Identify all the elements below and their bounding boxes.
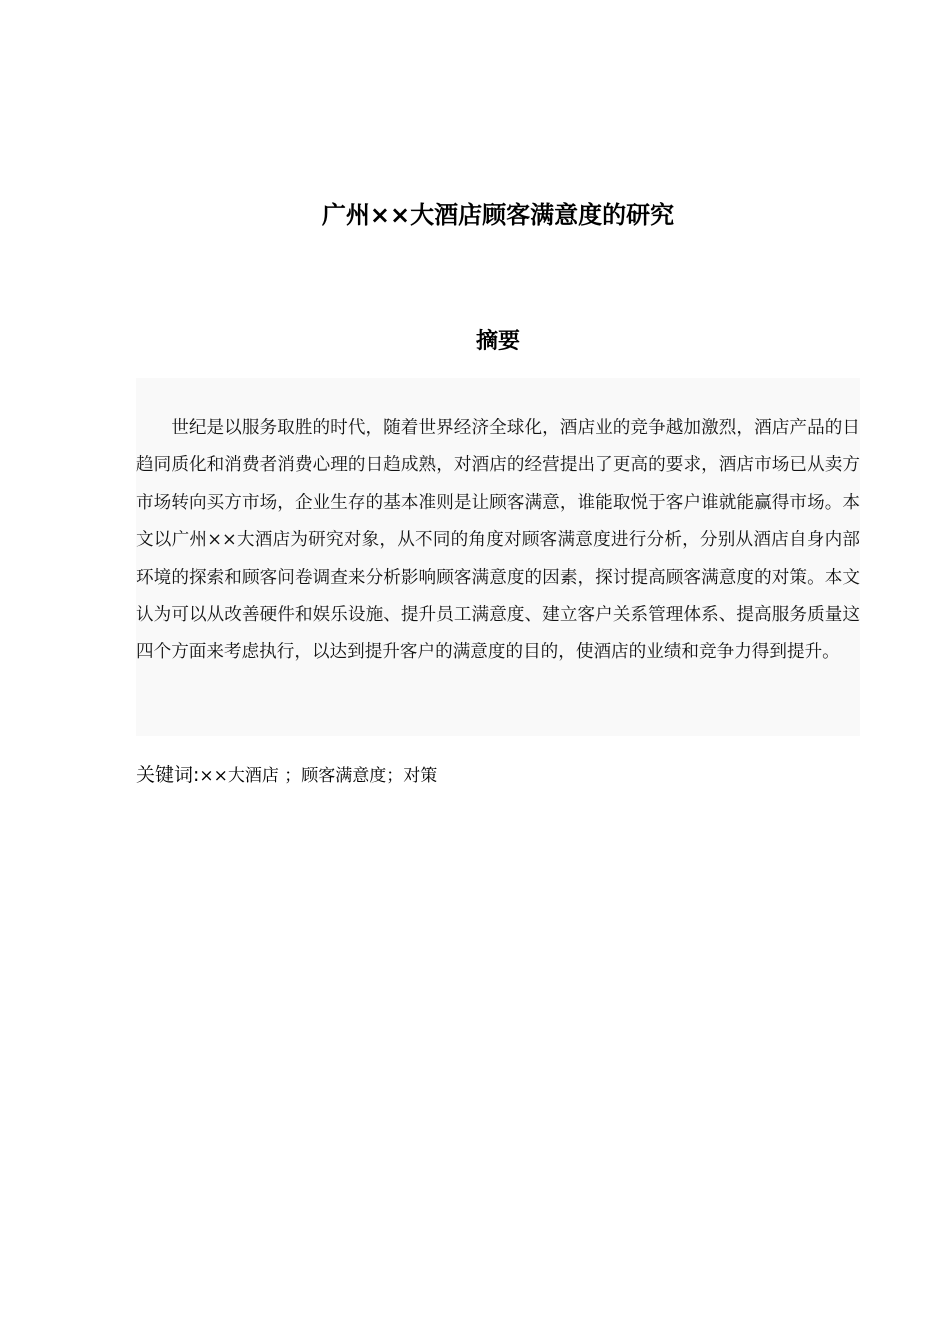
keywords-value: ××大酒店 ；顾客满意度；对策 [199,766,438,786]
abstract-section [136,378,860,736]
keywords-label: 关键词: [136,764,200,786]
abstract-heading: 摘要 [475,329,520,354]
abstract-body: 世纪是以服务取胜的时代，随着世界经济全球化，酒店业的竞争越加激烈，酒店产品的日趋同质化和消费者消费心理的日趋成熟，对酒店的经营提出了更高的要求，酒店市场已从卖方市场转向买方市场，企业生存的基本准则是让顾客满意，谁能取悦于客户谁就能赢得市场。本文以广州××大酒店为研究对象，从不同的角度对顾客满意度进行分析，分别从酒店自身内部环境的探索和顾客问卷调查来分析影响顾客满意度的因素，探讨提高顾客满意度的对策。本文认为可以从改善硬件和娱乐设施、提升员工满意度、建立客户关系管理体系、提高服务质量这四个方面来考虑执行，以达到提升客户的满意度的目的，使酒店的业绩和竞争力得到提升。 [136,418,860,663]
document-title: 广州××大酒店顾客满意度的研究 [321,201,675,229]
keywords-line [136,760,860,791]
